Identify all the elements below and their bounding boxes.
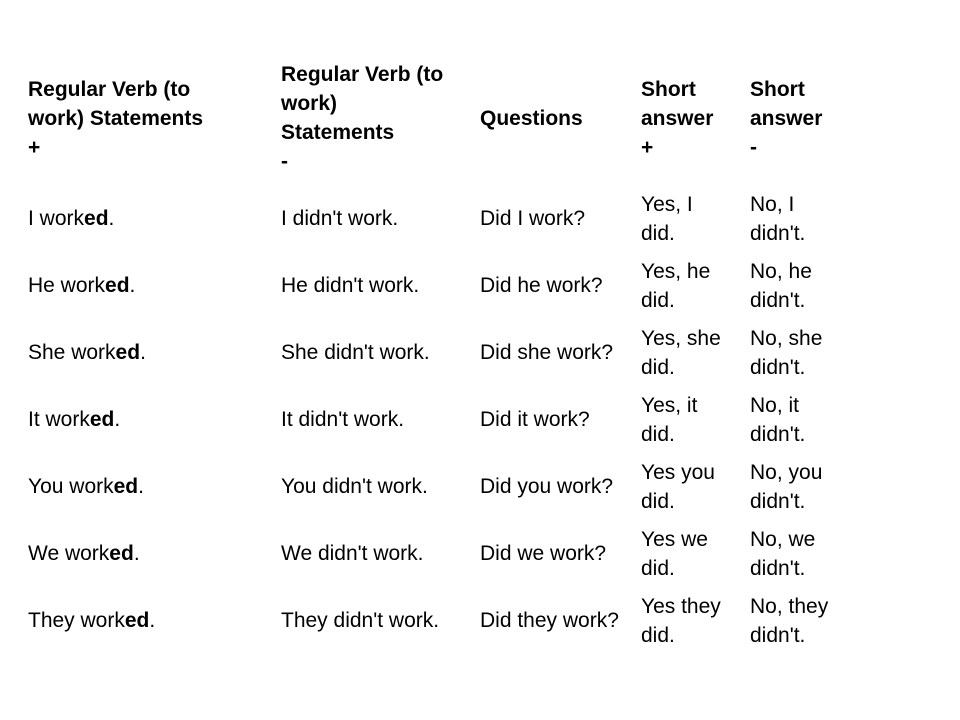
- header-text: answer: [750, 106, 823, 130]
- verb-suffix: ed: [115, 341, 141, 364]
- header-short-answer-negative: [740, 51, 850, 185]
- header-positive-statements: [18, 51, 271, 185]
- header-negative-statements: [271, 51, 470, 185]
- header-text: Statements: [281, 121, 395, 144]
- verb-suffix: ed: [89, 408, 115, 431]
- positive-statement-cell: [18, 185, 271, 252]
- header-text: Regular Verb (to: [281, 63, 444, 86]
- short-answer-positive-cell: Yes we did.: [641, 527, 708, 580]
- question-cell: Did he work?: [480, 274, 603, 297]
- sentence-end: .: [149, 609, 156, 632]
- verb-stem: I work: [28, 207, 85, 230]
- positive-statement-cell: [18, 386, 271, 453]
- sentence-end: .: [129, 274, 136, 297]
- header-text: Short: [641, 77, 696, 101]
- verb-stem: They work: [28, 609, 125, 632]
- header-questions: [470, 51, 631, 185]
- header-text: work) Statements: [28, 106, 204, 130]
- header-text: answer: [641, 106, 714, 130]
- verb-stem: You work: [28, 475, 114, 498]
- header-sign: +: [641, 135, 654, 159]
- negative-statement-cell: He didn't work.: [281, 274, 420, 297]
- table-row: [18, 453, 850, 520]
- table-row: [18, 587, 850, 654]
- short-answer-positive-cell: Yes, she did.: [641, 326, 721, 379]
- short-answer-negative-cell: No, he didn't.: [750, 259, 812, 312]
- negative-statement-cell: She didn't work.: [281, 341, 430, 364]
- table-row: [18, 252, 850, 319]
- header-text: Short: [750, 77, 805, 101]
- short-answer-negative-cell: No, it didn't.: [750, 393, 806, 446]
- question-cell: Did we work?: [480, 542, 607, 565]
- verb-stem: It work: [28, 408, 90, 431]
- header-short-answer-positive: [631, 51, 740, 185]
- sentence-end: .: [138, 475, 144, 498]
- header-row: [18, 51, 850, 185]
- positive-statement-cell: [18, 587, 271, 654]
- verb-stem: He work: [28, 274, 106, 297]
- table-row: [18, 319, 850, 386]
- short-answer-negative-cell: No, you didn't.: [750, 460, 823, 513]
- table-body: [18, 185, 850, 654]
- header-text: Questions: [480, 106, 583, 130]
- short-answer-positive-cell: Yes, he did.: [641, 259, 711, 312]
- sentence-end: .: [108, 207, 115, 230]
- header-sign: -: [281, 150, 288, 173]
- short-answer-negative-cell: No, we didn't.: [750, 527, 816, 580]
- question-cell: Did they work?: [480, 609, 619, 632]
- question-cell: Did I work?: [480, 207, 586, 230]
- short-answer-positive-cell: Yes, it did.: [641, 393, 698, 446]
- question-cell: Did it work?: [480, 408, 590, 431]
- verb-suffix: ed: [109, 542, 134, 565]
- table-row: [18, 386, 850, 453]
- verb-stem: We work: [28, 542, 110, 565]
- short-answer-positive-cell: Yes, I did.: [641, 192, 693, 245]
- short-answer-positive-cell: Yes you did.: [641, 460, 715, 513]
- short-answer-negative-cell: No, they didn't.: [750, 594, 829, 647]
- short-answer-negative-cell: No, I didn't.: [750, 192, 806, 245]
- table-header: [18, 51, 850, 185]
- verb-suffix: ed: [124, 609, 150, 632]
- positive-statement-cell: [18, 252, 271, 319]
- positive-statement-cell: [18, 319, 271, 386]
- sentence-end: .: [133, 542, 140, 565]
- sentence-end: .: [114, 408, 121, 431]
- question-cell: Did she work?: [480, 341, 614, 364]
- positive-statement-cell: [18, 453, 271, 520]
- table-row: [18, 185, 850, 252]
- verb-suffix: ed: [113, 475, 139, 498]
- header-text: Regular Verb (to: [28, 77, 191, 101]
- verb-suffix: ed: [84, 207, 109, 230]
- negative-statement-cell: We didn't work.: [281, 542, 424, 565]
- question-cell: Did you work?: [480, 475, 614, 498]
- negative-statement-cell: I didn't work.: [281, 207, 399, 230]
- negative-statement-cell: You didn't work.: [281, 475, 428, 498]
- short-answer-positive-cell: Yes they did.: [641, 594, 721, 647]
- table-row: [18, 520, 850, 587]
- short-answer-negative-cell: No, she didn't.: [750, 326, 823, 379]
- header-sign: +: [28, 135, 41, 159]
- verb-suffix: ed: [105, 274, 130, 297]
- negative-statement-cell: It didn't work.: [281, 408, 405, 431]
- verb-stem: She work: [28, 341, 116, 364]
- negative-statement-cell: They didn't work.: [281, 609, 440, 632]
- sentence-end: .: [140, 341, 146, 364]
- header-text: work): [281, 92, 338, 115]
- positive-statement-cell: [18, 520, 271, 587]
- header-sign: -: [750, 135, 757, 159]
- verb-conjugation-table: [18, 51, 850, 654]
